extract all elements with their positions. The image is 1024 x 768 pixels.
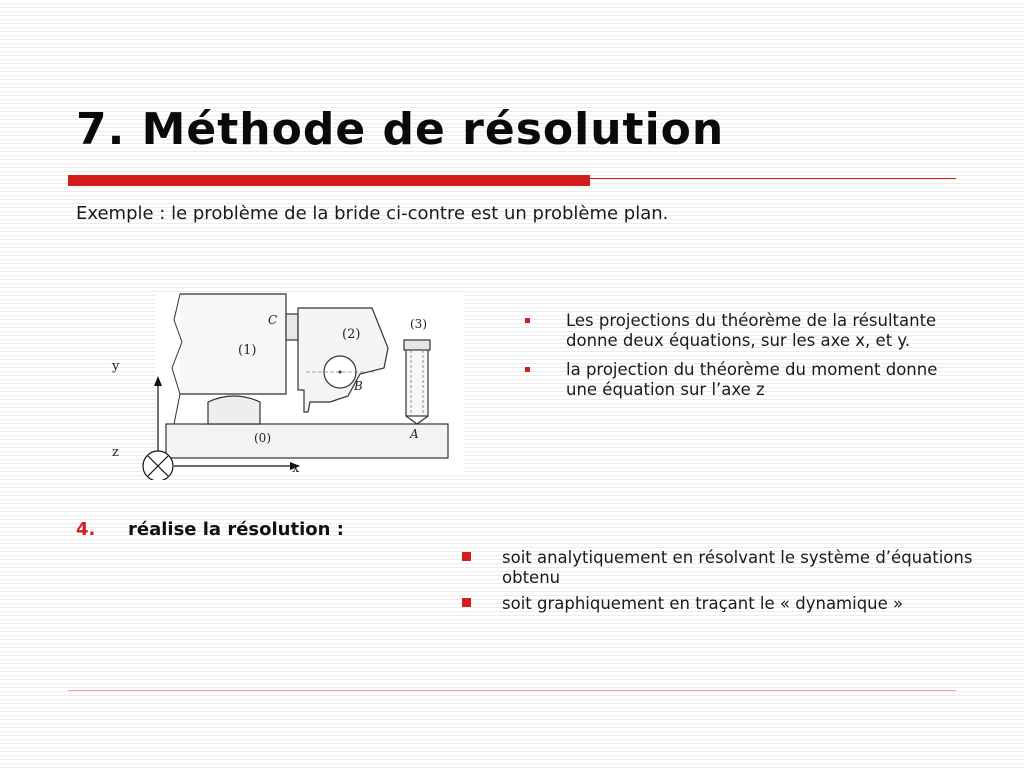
bullet-text: Les projections du théorème de la résultante donne deux équations, sur les axe x, et y.: [566, 311, 937, 350]
bullet-text: soit graphiquement en traçant le « dynamique »: [502, 594, 904, 613]
axis-label-x: x: [292, 461, 300, 476]
contact-c: [286, 314, 298, 340]
screw-head: [404, 340, 430, 350]
label-c: C: [268, 313, 278, 327]
bullet-text: la projection du théorème du moment donne une équation sur l’axe z: [566, 360, 938, 399]
screw-part: [406, 344, 428, 416]
label-part1: (1): [238, 343, 257, 358]
step-heading: [76, 519, 344, 540]
square-bullet-icon: [462, 598, 471, 607]
label-part0: (0): [254, 431, 271, 445]
bullet-list-top: [522, 311, 962, 409]
list-item: [460, 548, 980, 588]
axis-label-y: y: [112, 359, 120, 374]
label-part2: (2): [342, 327, 361, 342]
list-item: [522, 311, 962, 351]
list-item: [522, 360, 962, 400]
bride-diagram: [108, 290, 468, 480]
slide-title: 7. Méthode de résolution: [76, 104, 725, 155]
bullet-list-bottom: [460, 548, 980, 620]
block-part: [180, 294, 286, 394]
title-underline-accent: [68, 175, 590, 186]
support-pad: [208, 396, 260, 424]
base-part: [166, 424, 448, 458]
label-a: A: [410, 427, 419, 441]
axis-label-z: z: [112, 445, 119, 460]
example-text: Exemple : le problème de la bride ci-contre est un problème plan.: [76, 203, 669, 224]
step-number: 4.: [76, 519, 96, 540]
square-bullet-icon: [525, 367, 530, 372]
footer-divider: [68, 690, 956, 691]
list-item: [460, 594, 980, 614]
square-bullet-icon: [525, 318, 530, 323]
label-part3: (3): [410, 317, 427, 331]
square-bullet-icon: [462, 552, 471, 561]
label-b: B: [354, 379, 363, 393]
bullet-text: soit analytiquement en résolvant le système d’équations obtenu: [502, 548, 973, 587]
step-text: réalise la résolution :: [128, 519, 344, 540]
